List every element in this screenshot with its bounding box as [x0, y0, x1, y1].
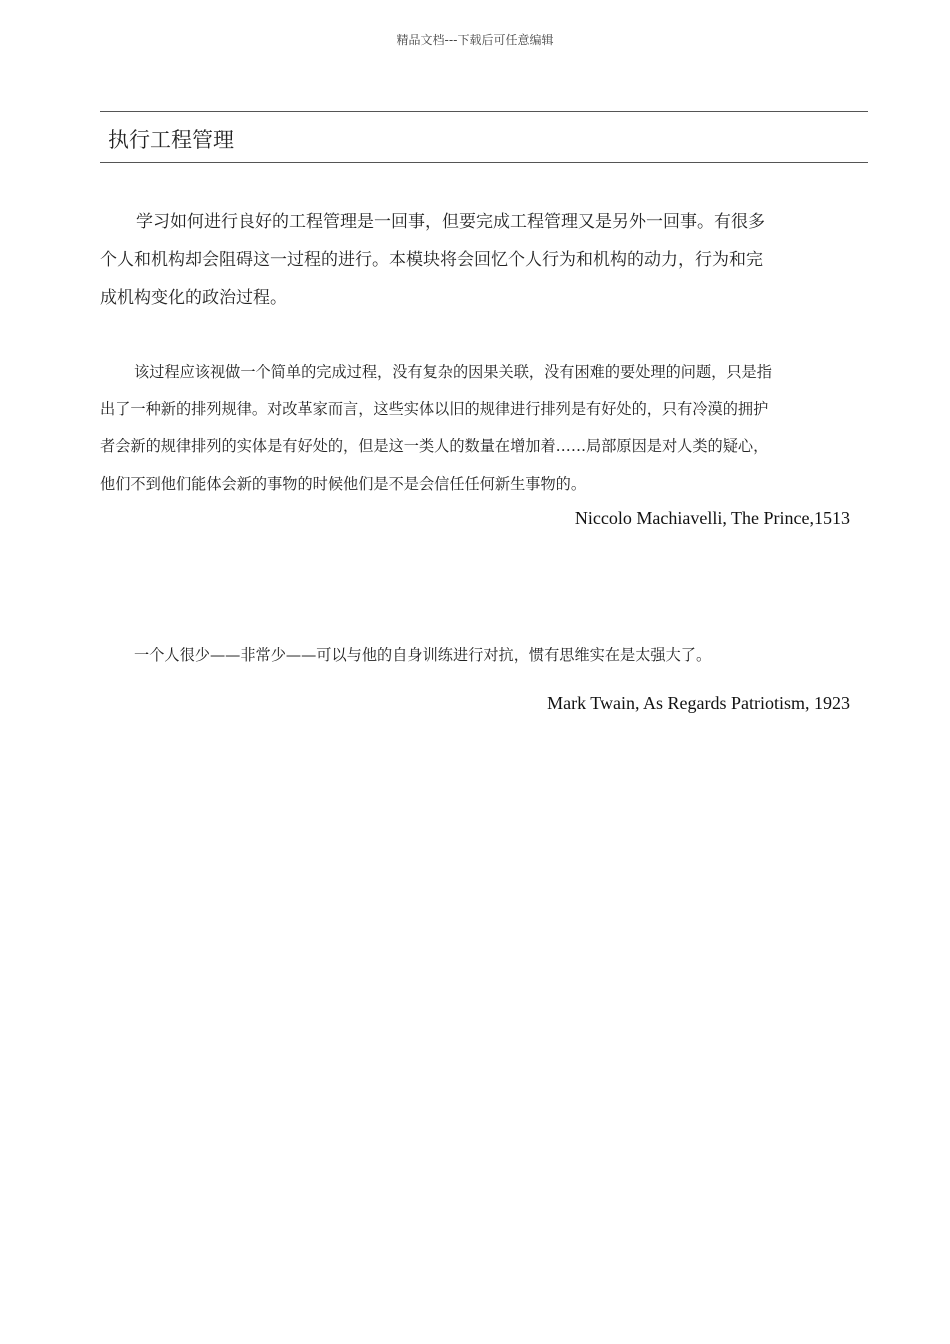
quote-line: 一个人很少——非常少——可以与他的自身训练进行对抗，惯有思维实在是太强大了。: [134, 646, 712, 664]
quote-line: 出了一种新的排列规律。对改革家而言，这些实体以旧的规律进行排列是有好处的，只有冷漠的拥护: [100, 400, 769, 418]
intro-paragraph: [100, 210, 852, 324]
intro-line: 学习如何进行良好的工程管理是一回事，但要完成工程管理又是另外一回事。有很多: [136, 212, 765, 232]
quote-line: 该过程应该视做一个简单的完成过程，没有复杂的因果关联，没有困难的要处理的问题，只是指: [134, 363, 772, 381]
quote-line: 者会新的规律排列的实体是有好处的，但是这一类人的数量在增加着……局部原因是对人类的疑心，: [100, 437, 769, 455]
quote-line: 他们不到他们能体会新的事物的时候他们是不是会信任任何新生事物的。: [100, 475, 586, 493]
intro-line: 成机构变化的政治过程。: [100, 288, 287, 308]
title-top-rule: [100, 111, 868, 112]
intro-line: 个人和机构却会阻碍这一过程的进行。本模块将会回忆个人行为和机构的动力，行为和完: [100, 250, 763, 270]
section-title: 执行工程管理: [108, 128, 234, 152]
page-header-watermark: 精品文档---下载后可任意编辑: [396, 33, 554, 47]
title-bottom-rule: [100, 162, 868, 163]
quote-attribution: Niccolo Machiavelli, The Prince,1513: [574, 508, 850, 528]
quote-attribution: Mark Twain, As Regards Patriotism, 1923: [547, 693, 850, 713]
